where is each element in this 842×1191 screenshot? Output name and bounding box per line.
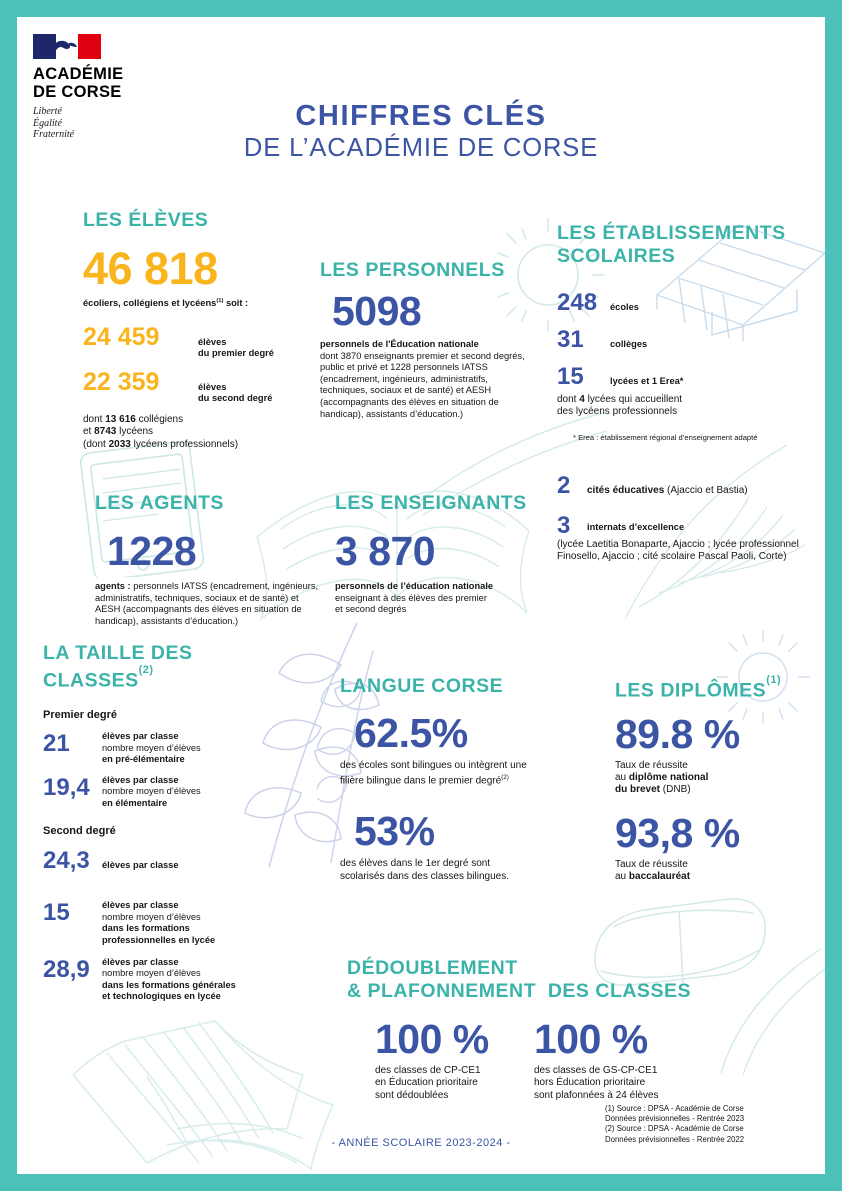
diplomes-dnb-value: 89.8 % <box>615 710 740 757</box>
section-eleves-heading: LES ÉLÈVES <box>83 209 209 231</box>
academy-name-line1: ACADÉMIE <box>33 65 124 83</box>
section-diplomes <box>615 675 825 884</box>
eleves-first-degree-row <box>83 324 333 360</box>
eleves-breakdown-details <box>83 414 333 451</box>
langue-corse-stat1-value: 62.5% <box>354 710 468 756</box>
taille-pro-lycee-value: 15 <box>43 899 70 927</box>
dedoublement-left-stat <box>317 1017 512 1102</box>
source-line-2: Données prévisionnelles - Rentrée 2023 <box>605 1114 745 1124</box>
taille-pre-elementaire-label: élèves par classe nombre moyen d’élèves en pré-élémentaire <box>102 731 201 765</box>
eleves-detail-lyceens-pro: (dont 2033 lycéens professionnels) <box>83 438 239 450</box>
section-eleves <box>83 209 333 451</box>
cites-educatives-value: 2 <box>557 471 571 499</box>
erea-footnote: * Erea : établissement régional d’enseignement adapté <box>573 432 758 442</box>
dedoublement-heading-line2: & PLAFONNEMENT DES CLASSES <box>347 980 691 1002</box>
diplomes-bac-caption: Taux de réussite au baccalauréat <box>615 858 691 883</box>
internats-detail-line1: (lycée Laetitia Bonaparte, Ajaccio ; lycée professionnel <box>557 538 799 550</box>
eleves-caption-footnote-ref: (1) <box>216 298 224 304</box>
taille-classes-row-pro-lycee <box>43 900 293 946</box>
section-langue-corse <box>340 675 580 883</box>
eleves-second-degree-row <box>83 369 333 405</box>
taille-classes-row-pre-elementaire <box>43 731 293 766</box>
section-taille-classes-heading <box>43 642 293 693</box>
eleves-second-degree-label: élèves du second degré <box>198 381 273 404</box>
taille-pro-lycee-label: élèves par classe nombre moyen d’élèves dans les formations professionnelles en lycée <box>102 900 216 946</box>
langue-corse-stat2-caption: des élèves dans le 1er degré sont scolarisés dans des classes bilingues. <box>340 858 509 882</box>
diplomes-bac-value: 93,8 % <box>615 809 740 856</box>
agents-caption: agents : personnels IATSS (encadrement, ingénieurs, administratifs, techniques, sociaux et de santé) et AESH (accompagnants des élèves en situation de handicap), assistants d’éducation.) <box>95 581 319 626</box>
academy-name-line2: DE CORSE <box>33 82 122 101</box>
langue-corse-stat1-caption: des écoles sont bilingues ou intègrent une filière bilingue dans le premier degré$^{(2)}$ <box>340 760 527 787</box>
etablissements-item-lycees <box>557 364 807 390</box>
dedoublement-left-caption: des classes de CP-CE1 en Éducation prioritaire sont dédoublées <box>375 1065 481 1101</box>
taille-elementaire-value: 19,4 <box>43 773 90 801</box>
taille-classes-row-gt-lycee <box>43 957 293 1003</box>
personnels-caption-bold: personnels de l'Éducation nationale <box>320 339 479 349</box>
taille-pre-elementaire-value: 21 <box>43 730 70 758</box>
eleves-detail-lyceens: et 8743 lycéens <box>83 426 154 438</box>
langue-corse-footnote-ref: (2) <box>501 774 509 782</box>
taille-classes-footnote-ref: (2) <box>138 663 154 676</box>
internats-detail-line2: Finosello, Ajaccio ; cité scolaire Pascal Paoli, Corte) <box>557 551 787 563</box>
etablissements-item-ecoles <box>557 290 807 316</box>
enseignants-caption-bold: personnels de l’éducation nationale <box>335 581 494 591</box>
diplomes-footnote-ref: (1) <box>766 673 782 686</box>
motto-egalite: Égalité <box>33 117 62 129</box>
taille-gt-lycee-label: élèves par classe nombre moyen d’élèves dans les formations générales et technologiques en lycée <box>102 956 236 1002</box>
section-etablissements-heading <box>557 222 807 268</box>
eleves-total-caption: écoliers, collégiens et lycéens$^{(1)}$ soit : <box>83 298 249 309</box>
eleves-first-degree-label: élèves du premier degré <box>198 336 274 359</box>
section-agents-heading: LES AGENTS <box>95 492 224 514</box>
dedoublement-left-value: 100 % <box>375 1016 489 1062</box>
section-personnels-heading: LES PERSONNELS <box>320 259 505 281</box>
taille-classes-heading-line1: LA TAILLE DES <box>43 642 193 664</box>
eleves-total-value: 46 818 <box>83 243 218 294</box>
enseignants-caption-line2: enseignant à des élèves des premier <box>335 592 487 603</box>
taille-elementaire-label: élèves par classe nombre moyen d’élèves en élémentaire <box>102 774 201 809</box>
etablissements-colleges-label: collèges <box>610 339 648 349</box>
taille-second-value: 24,3 <box>43 847 90 875</box>
page-title-line2: DE L’ACADÉMIE DE CORSE <box>243 134 599 162</box>
motto-liberte: Liberté <box>33 106 62 117</box>
etablissements-item-colleges <box>557 327 807 353</box>
eleves-first-degree-value: 24 459 <box>83 322 160 351</box>
lycees-detail-line1: dont 4 lycées qui accueillent <box>557 394 683 405</box>
source-line-3: (2) Source : DPSA - Académie de Corse <box>605 1124 744 1134</box>
etablissements-ecoles-label: écoles <box>610 302 639 312</box>
section-diplomes-heading: LES DIPLÔMES$^{(1)}$ <box>615 673 782 702</box>
page-title-line1: CHIFFRES CLÉS <box>295 100 547 132</box>
dedoublement-right-value: 100 % <box>534 1016 648 1062</box>
taille-classes-subheading-second: Second degré <box>43 824 116 837</box>
taille-gt-lycee-value: 28,9 <box>43 955 90 983</box>
deco-open-book-bottom-left <box>47 1017 347 1174</box>
motto-fraternite: Fraternité <box>33 129 75 140</box>
etablissements-item-cites <box>557 473 807 499</box>
french-flag-marianne-icon <box>33 34 101 59</box>
section-agents <box>95 492 325 627</box>
section-dedoublement <box>317 957 737 1102</box>
dedoublement-stats-row <box>317 1017 737 1102</box>
personnels-value: 5098 <box>332 288 422 334</box>
section-etablissements <box>557 222 807 564</box>
cites-educatives-label: cités éducatives (Ajaccio et Bastia) <box>587 484 748 496</box>
etablissements-item-internats <box>557 513 807 539</box>
etablissements-heading-line1: LES ÉTABLISSEMENTS <box>557 222 786 244</box>
section-dedoublement-heading <box>347 957 737 1003</box>
school-year-footer: - ANNÉE SCOLAIRE 2023-2024 - <box>331 1137 511 1149</box>
taille-classes-row-elementaire <box>43 775 293 810</box>
poster-sheet <box>17 17 825 1174</box>
etablissements-ecoles-value: 248 <box>557 289 598 316</box>
taille-classes-heading-line2: CLASSES$^{(2)}$ <box>43 663 154 692</box>
internats-label: internats d’excellence <box>587 521 685 532</box>
taille-classes-row-second-global <box>43 848 293 874</box>
page-title <box>17 100 825 164</box>
etablissements-lycees-label: lycées et 1 Erea* <box>610 376 684 386</box>
eleves-detail-collegiens: dont 13 616 collégiens <box>83 414 184 426</box>
enseignants-caption-line3: et second degrés <box>335 604 407 615</box>
internats-detail <box>557 539 807 564</box>
etablissements-heading-line2: SCOLAIRES <box>557 245 676 267</box>
section-enseignants <box>335 492 555 616</box>
section-taille-classes <box>43 642 293 1003</box>
etablissements-colleges-value: 31 <box>557 326 584 353</box>
source-line-1: (1) Source : DPSA - Académie de Corse <box>605 1104 744 1113</box>
dedoublement-right-caption: des classes de GS-CP-CE1 hors Éducation prioritaire sont plafonnées à 24 élèves <box>534 1065 659 1101</box>
taille-second-label: élèves par classe <box>102 860 179 871</box>
enseignants-value: 3 870 <box>335 528 436 574</box>
dedoublement-right-stat <box>512 1017 737 1102</box>
section-personnels <box>320 259 535 420</box>
eleves-second-degree-value: 22 359 <box>83 367 160 396</box>
langue-corse-stat2-value: 53% <box>354 808 435 855</box>
internats-value: 3 <box>557 511 571 539</box>
taille-classes-subheading-premier: Premier degré <box>43 708 117 721</box>
etablissements-lycees-value: 15 <box>557 363 584 390</box>
etablissements-lycees-detail <box>557 394 807 419</box>
source-line-4: Données prévisionnelles - Rentrée 2022 <box>605 1134 745 1144</box>
marianne-silhouette-icon <box>48 37 78 56</box>
diplomes-dnb-caption: Taux de réussite au diplôme national du brevet (DNB) <box>615 759 709 796</box>
academy-name <box>33 66 183 101</box>
dedoublement-heading-line1: DÉDOUBLEMENT <box>347 957 518 979</box>
agents-value: 1228 <box>107 528 197 574</box>
section-enseignants-heading: LES ENSEIGNANTS <box>335 492 527 514</box>
section-langue-corse-heading: LANGUE CORSE <box>340 675 504 697</box>
lycees-detail-line2: des lycéens professionnels <box>557 406 678 418</box>
personnels-caption-rest: dont 3870 enseignants premier et second degrés, public et privé et 1228 personnels IATSS (encadrement, ingénieurs, administratifs, techniques, sociaux et de santé) et AESH (accompagnants des élèves en situation de handicap), assistants d’éducation.) <box>320 350 525 419</box>
